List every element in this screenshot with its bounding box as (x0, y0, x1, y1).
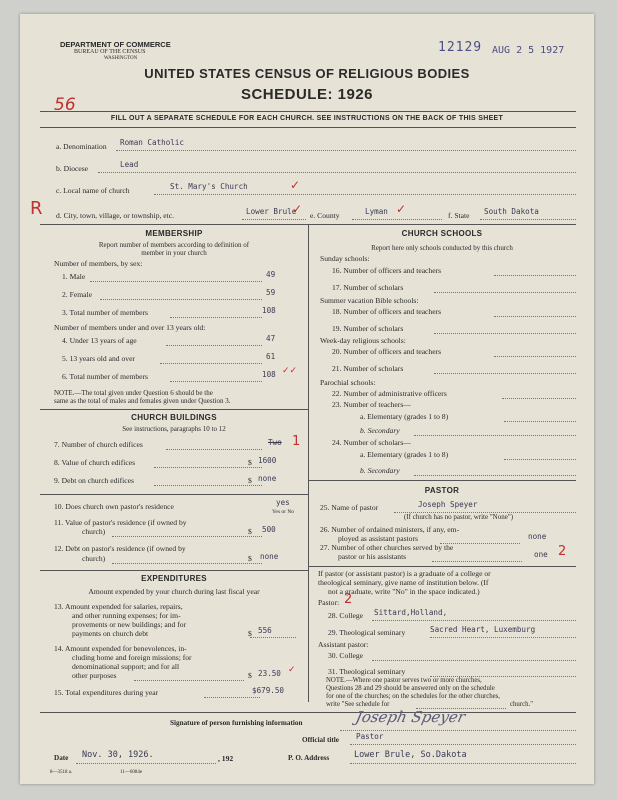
fill-line (494, 316, 576, 317)
q19-label: 19. Number of scholars (332, 324, 404, 333)
date-value: Nov. 30, 1926. (82, 750, 154, 760)
q9-value: none (258, 474, 277, 483)
fill-line (160, 363, 262, 364)
q14-label: 14. Amount expended for benevolences, in- (54, 644, 187, 653)
city-town-value: Lower Brule (246, 207, 297, 216)
church-name-value: St. Mary's Church (170, 182, 248, 191)
divider (40, 127, 576, 128)
q18-label: 18. Number of officers and teachers (332, 307, 442, 316)
fill-line (432, 561, 522, 562)
pastor-note: church." (510, 701, 533, 708)
divider (308, 566, 576, 567)
q13-label-3: provements or new buildings; and for (72, 620, 187, 629)
fill-line (502, 398, 576, 399)
county-label: e. County (310, 211, 340, 220)
buildings-heading: CHURCH BUILDINGS (131, 413, 217, 422)
pastor-note: for one of the churches; on the schedules for the other churches, (326, 693, 501, 700)
q15-value: $679.50 (252, 686, 285, 695)
q29-label: 29. Theological seminary (328, 628, 406, 637)
denomination-label: a. Denomination (56, 142, 107, 151)
fill-line (134, 680, 244, 681)
weekday-schools-label: Week-day religious schools: (320, 336, 406, 345)
fill-line (76, 763, 216, 764)
q17-label: 17. Number of scholars (332, 283, 404, 292)
department-label: DEPARTMENT OF COMMERCE (60, 40, 171, 49)
stamp-date: AUG 2 5 1927 (492, 45, 565, 56)
dollar-sign: $ (248, 671, 252, 680)
diocese-value: Lead (120, 160, 139, 169)
q14-label-2: cluding home and foreign missions; for (72, 653, 192, 662)
q28-value: Sittard,Holland, (374, 608, 448, 617)
fill-line (116, 150, 576, 151)
fill-line (372, 660, 576, 661)
divider (308, 480, 576, 481)
q11-label-2: church) (82, 527, 106, 536)
fill-line (250, 637, 296, 638)
membership-intro: Report number of members according to definition of (98, 241, 250, 249)
divider (40, 494, 308, 495)
dollar-sign: $ (248, 554, 252, 563)
fill-line (170, 381, 262, 382)
fill-line (166, 449, 262, 450)
print-number: 11—6084e (120, 770, 143, 775)
check-mark: ✓ (290, 178, 301, 192)
fill-line (112, 536, 262, 537)
q8-value: 1600 (258, 456, 277, 465)
fill-line (100, 299, 262, 300)
q4-label: 4. Under 13 years of age (62, 336, 137, 345)
fill-line (434, 333, 576, 334)
membership-heading: MEMBERSHIP (145, 229, 203, 238)
q27-red-mark: 2 (558, 544, 567, 559)
dollar-sign: $ (248, 629, 252, 638)
q26-label-2: ployed as assistant pastors (338, 534, 418, 543)
q24b-label: b. Secondary (360, 466, 400, 475)
fill-line (434, 292, 576, 293)
fill-line (90, 281, 262, 282)
fill-line (350, 763, 576, 764)
q2-value: 59 (266, 288, 276, 297)
expenditures-intro: Amount expended by your church during last fiscal year (88, 587, 260, 596)
denomination-value: Roman Catholic (120, 138, 185, 147)
sunday-schools-label: Sunday schools: (320, 254, 370, 263)
q16-label: 16. Number of officers and teachers (332, 266, 442, 275)
q6-label: 6. Total number of members (62, 372, 149, 381)
membership-intro: member in your church (141, 249, 207, 257)
fill-line (98, 172, 576, 173)
divider (40, 570, 308, 571)
instruction-text: FILL OUT A SEPARATE SCHEDULE FOR EACH CHURCH. SEE INSTRUCTIONS ON THE BACK OF THIS SHEET (110, 115, 504, 122)
q3-value: 108 (262, 306, 276, 315)
schools-intro: Report here only schools conducted by this church (371, 244, 513, 252)
fill-line (372, 620, 576, 621)
fill-line (154, 194, 576, 195)
fill-line (504, 459, 576, 460)
fill-line (170, 317, 262, 318)
pastor-red-mark: 2 (344, 592, 353, 607)
q6-value: 108 (262, 370, 276, 379)
date-label: Date (54, 754, 69, 762)
official-title-label: Official title (302, 736, 339, 744)
q12-label: 12. Debt on pastor's residence (if owned by (54, 544, 186, 553)
fill-line (166, 345, 262, 346)
q11-label: 11. Value of pastor's residence (if owned by (54, 518, 187, 527)
assistant-subheading: Assistant pastor: (318, 640, 369, 649)
q31-label: 31. Theological seminary (328, 667, 406, 676)
state-label: f. State (448, 211, 470, 220)
fill-line (494, 275, 576, 276)
q5-label: 5. 13 years old and over (62, 354, 135, 363)
check-mark: ✓ (396, 202, 407, 216)
q13-label-2: and other running expenses; for im- (72, 611, 181, 620)
fill-line (154, 467, 262, 468)
q10-label: 10. Does church own pastor's residence (54, 502, 174, 511)
q7-value: Two (268, 438, 282, 447)
q2-label: 2. Female (62, 290, 92, 299)
q13-label-4: payments on church debt (72, 629, 149, 638)
q7-red-mark: 1 (292, 434, 301, 449)
q15-label: 15. Total expenditures during year (54, 688, 159, 697)
divider (40, 712, 576, 713)
po-address-label: P. O. Address (288, 754, 330, 762)
city-town-label: d. City, town, village, or township, etc. (56, 211, 175, 220)
parochial-schools-label: Parochial schools: (320, 378, 376, 387)
dollar-sign: $ (248, 458, 252, 467)
q5-value: 61 (266, 352, 276, 361)
official-title-value: Pastor (356, 732, 384, 741)
membership-note: NOTE.—The total given under Question 6 should be the (54, 389, 213, 397)
fill-line (352, 219, 442, 220)
column-divider (308, 224, 309, 702)
pastor-note: Questions 28 and 29 should be answered only on the schedule (326, 685, 495, 692)
fill-line (414, 435, 576, 436)
q14-value: 23.50 (258, 669, 281, 678)
census-schedule-sheet (20, 14, 594, 784)
church-name-label: c. Local name of church (56, 186, 130, 195)
q27-label: 27. Number of other churches served by the (320, 543, 454, 552)
diocese-label: b. Diocese (56, 164, 89, 173)
fill-line (434, 373, 576, 374)
bureau-label: BUREAU OF THE CENSUS (74, 49, 146, 55)
date-year: , 192 (218, 754, 234, 763)
divider (40, 111, 576, 112)
buildings-see: See instructions, paragraphs 10 to 12 (122, 425, 226, 433)
yes-no-hint: Yes or No (272, 509, 295, 515)
q11-value: 500 (262, 525, 276, 534)
signature-label: Signature of person furnishing information (170, 719, 303, 727)
page-title: UNITED STATES CENSUS OF RELIGIOUS BODIES (144, 66, 470, 81)
graduate-instruction: theological seminary, give name of institution below. (If (318, 578, 489, 587)
pastor-note: NOTE.—Where one pastor serves two or more churches, (326, 677, 482, 684)
q14-label-3: denominational support; and for all (72, 662, 180, 671)
q21-label: 21. Number of scholars (332, 364, 404, 373)
fill-line (494, 356, 576, 357)
q23b-label: b. Secondary (360, 426, 400, 435)
q30-label: 30. College (328, 651, 364, 660)
fill-line (154, 485, 262, 486)
check-mark: ✓ (292, 202, 303, 216)
check-mark: ✓✓ (282, 366, 298, 376)
q27-value: one (534, 550, 548, 559)
q27-label-2: pastor or his assistants (338, 552, 407, 561)
q29-value: Sacred Heart, Luxemburg (430, 625, 536, 634)
q25-value: Joseph Speyer (418, 500, 478, 509)
schedule-title: SCHEDULE: 1926 (240, 86, 374, 103)
red-mark-top: 56 (54, 95, 76, 115)
fill-line (242, 219, 306, 220)
dollar-sign: $ (248, 527, 252, 536)
q23-label: 23. Number of teachers— (332, 400, 411, 409)
fill-line (430, 637, 576, 638)
q7-label: 7. Number of church edifices (54, 440, 143, 449)
dollar-sign: $ (248, 476, 252, 485)
fill-line (480, 219, 576, 220)
form-number: 8—3518 a. (50, 770, 73, 775)
fill-line (340, 730, 576, 731)
q1-value: 49 (266, 270, 276, 279)
q22-label: 22. Number of administrative officers (332, 389, 447, 398)
q10-value: yes (276, 498, 290, 507)
pastor-subheading: Pastor: (318, 598, 340, 607)
graduate-instruction: not a graduate, write "No" in the space indicated.) (328, 587, 480, 596)
fill-line (414, 475, 576, 476)
membership-note: same as the total of males and females given under Question 3. (54, 397, 231, 405)
q3-label: 3. Total number of members (62, 308, 149, 317)
q25-label: 25. Name of pastor (320, 503, 379, 512)
fill-line (350, 744, 576, 745)
q12-label-2: church) (82, 554, 106, 563)
q1-label: 1. Male (62, 272, 86, 281)
q25-note: (If church has no pastor, write "None") (404, 513, 514, 521)
signature: Joseph Speyer (354, 708, 467, 726)
red-mark-r: R (30, 198, 43, 219)
state-value: South Dakota (484, 207, 539, 216)
q20-label: 20. Number of officers and teachers (332, 347, 442, 356)
q24-label: 24. Number of scholars— (332, 438, 411, 447)
q26-label: 26. Number of ordained ministers, if any, em- (320, 525, 460, 534)
city-label: WASHINGTON (104, 56, 138, 61)
graduate-instruction: If pastor (or assistant pastor) is a graduate of a college or (318, 569, 491, 578)
q14-label-4: other purposes (72, 671, 117, 680)
q13-value: 556 (258, 626, 272, 635)
check-mark: ✓ (288, 665, 296, 675)
county-value: Lyman (365, 207, 388, 216)
q9-label: 9. Debt on church edifices (54, 476, 134, 485)
pastor-note: write "See schedule for (326, 701, 390, 708)
q28-label: 28. College (328, 611, 364, 620)
q4-value: 47 (266, 334, 276, 343)
q13-label: 13. Amount expended for salaries, repairs, (54, 602, 183, 611)
stamp-number: 12129 (438, 40, 483, 55)
q24a-label: a. Elementary (grades 1 to 8) (360, 450, 449, 459)
under-over-label: Number of members under and over 13 years old: (54, 323, 206, 332)
divider (40, 409, 308, 410)
q8-label: 8. Value of church edifices (54, 458, 136, 467)
q12-value: none (260, 552, 279, 561)
by-sex-label: Number of members, by sex: (54, 259, 143, 268)
expenditures-heading: EXPENDITURES (141, 574, 207, 583)
fill-line (504, 421, 576, 422)
pastor-heading: PASTOR (424, 486, 460, 495)
fill-line (112, 563, 262, 564)
po-address-value: Lower Brule, So.Dakota (354, 750, 467, 760)
q26-value: none (528, 532, 547, 541)
fill-line (204, 697, 260, 698)
schools-heading: CHURCH SCHOOLS (401, 229, 483, 238)
vacation-schools-label: Summer vacation Bible schools: (320, 296, 419, 305)
q23a-label: a. Elementary (grades 1 to 8) (360, 412, 449, 421)
